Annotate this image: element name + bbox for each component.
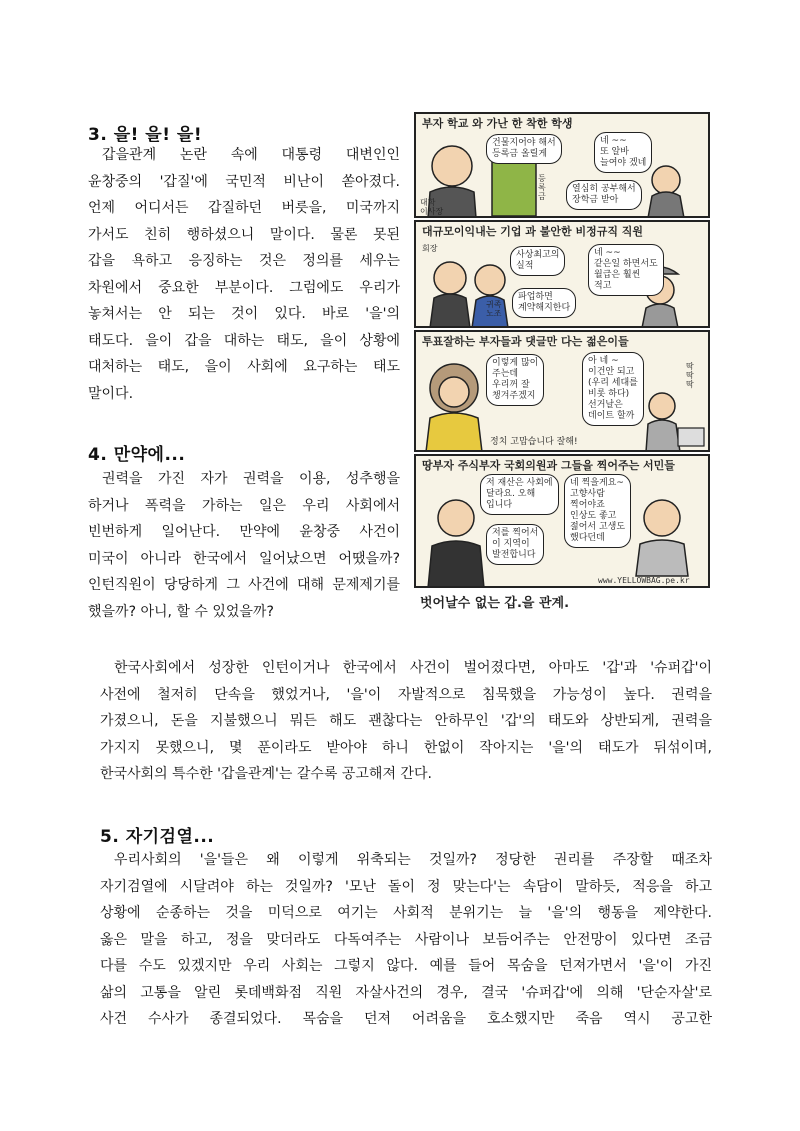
text-line: 권력을 가진 자가 권력을 이용, 성추행을: [102, 471, 400, 487]
panel-title: 부자 학교 와 가난 한 착한 학생: [422, 117, 573, 130]
text-line: 가지지 못했으니, 몇 푼이라도 받아야 하니 한없이 작아지는 '을'의 태도가 뒤섞이며,: [100, 739, 712, 756]
panel-4-art: [416, 456, 710, 588]
text-line: 태도다. 을이 갑을 대하는 태도, 을이 상황에: [88, 332, 400, 349]
text-line: 미국이 아니라 한국에서 일어났으면 어땠을까?: [88, 550, 400, 567]
text-line: 빈번하게 일어난다. 만약에 윤창중 사건이: [88, 524, 400, 540]
section-4-continued: [100, 655, 712, 788]
text-line: 대처하는 태도, 을이 사회에 요구하는 태도: [88, 359, 400, 375]
text-line: 한국사회의 특수한 '갑을관계'는 갈수록 공고해져 간다.: [100, 766, 432, 782]
section-4-heading: 4. 만약에...: [88, 445, 186, 465]
comic-bottom-caption: 벗어날수 없는 갑.을 관계.: [420, 596, 570, 611]
comic-panel-1: [414, 112, 710, 218]
figure-label: 회장: [422, 244, 438, 253]
text-line: 가졌으니, 돈을 지불했으니 뭐든 해도 괜찮다는 안하무인 '갑'의 태도와 상반되게, 권력을: [100, 713, 712, 729]
comic-strip: [414, 112, 710, 612]
text-line: 사전에 철저히 단속을 했었거나, '을'이 자발적으로 침묵했을 가능성이 높다. 권력을: [100, 686, 712, 703]
comic-panel-2: [414, 220, 710, 328]
section-3-heading: 3. 을! 을! 을!: [88, 125, 203, 145]
speech-bubble: 이렇게 많이 주는데 우리꺼 잘 챙겨주겠지: [486, 354, 544, 406]
figure-label: 대학 이사장: [420, 198, 444, 216]
text-line: 하거나 폭력을 가하는 일은 우리 사회에서: [88, 497, 400, 514]
site-credit: www.YELLOWBAG.pe.kr: [598, 576, 690, 585]
panel-title: 대규모이익내는 기업 과 불안한 비정규직 직원: [422, 225, 644, 238]
section-5-heading: 5. 자기검열...: [100, 827, 215, 847]
text-line: 우리사회의 '을'들은 왜 이렇게 위축되는 것일까? 정당한 권리를 주장할 때조차: [114, 852, 712, 868]
speech-bubble: 건물지어야 해서 등록금 올릴게: [486, 134, 562, 164]
text-line: 삶의 고통을 알린 롯데백화점 직원 자살사건의 경우, 결국 '슈퍼갑'에 의해 '단순자살'로: [100, 984, 712, 1001]
speech-bubble: 네 ~~ 같은일 하면서도 월급은 훨씬 적고: [588, 244, 664, 296]
text-line: 가서도 친히 행하셨으니 말이다. 물론 못된: [88, 226, 400, 243]
section-3-body: [88, 142, 400, 407]
text-line: 한국사회에서 성장한 인턴이거나 한국에서 사건이 벌어졌다면, 아마도 '갑'과 '슈퍼갑'이: [114, 660, 712, 676]
text-line: 옳은 말을 하고, 정을 맞더라도 다독여주는 사람이나 보듬어주는 안전망이 있다면 조금: [100, 931, 712, 948]
text-line: 갑을 욕하고 응징하는 것은 정의를 세우는: [88, 253, 400, 269]
text-line: 인턴직원이 당당하게 그 사건에 대해 문제제기를: [88, 577, 400, 593]
speech-bubble: 네 ~~ 또 알바 늘여야 겠네: [594, 132, 652, 173]
panel-caption: 정치 고맙습니다 잘해!: [490, 437, 578, 447]
figure-label: 귀족 노조: [486, 300, 502, 318]
speech-bubble: 네 찍을게요~ 고향사람 찍어야죠 인상도 좋고 젊어서 고생도 했다던데: [564, 474, 631, 548]
text-line: 상황에 순종하는 것을 미덕으로 여기는 사회적 분위기는 늘 '을'의 행동을 제약한다.: [100, 905, 712, 921]
text-line: 윤창중의 '갑질'에 국민적 비난이 쏟아졌다.: [88, 173, 400, 190]
text-line: 사건 수사가 종결되었다. 목숨을 던져 어려움을 호소했지만 죽음 역시 공고한: [100, 1011, 712, 1027]
text-line: 차원에서 중요한 부분이다. 그럼에도 우리가: [88, 279, 400, 296]
text-line: 언제 어디서든 갑질하던 버릇을, 미국까지: [88, 200, 400, 216]
figure-label: 등 록 금: [538, 174, 546, 201]
section-5-body: [100, 847, 712, 1033]
panel-title: 땅부자 주식부자 국회의원과 그들을 찍어주는 서민들: [422, 459, 675, 472]
panel-1-art: [416, 114, 710, 218]
text-line: 말이다.: [88, 385, 134, 402]
speech-bubble: 저를 찍어서 이 지역이 발전합니다: [486, 524, 544, 565]
speech-bubble: 열심히 공부해서 장학금 받아: [566, 180, 642, 210]
sound-effect: 딱 딱 딱: [686, 362, 694, 389]
comic-panel-4: [414, 454, 710, 588]
text-line: 다를 수도 있겠지만 우리 사회는 그렇지 않다. 예를 들어 목숨을 던져가면서 '을'이 가진: [100, 958, 712, 974]
speech-bubble: 아 네 ~ 이건안 되고 (우리 세대를 비롯 하다) 선거날은 데이트 할까: [582, 352, 644, 426]
text-line: 갑을관계 논란 속에 대통령 대변인인: [102, 147, 400, 163]
text-line: 자기검열에 시달려야 하는 것일까? '모난 돌이 정 맞는다'는 속담이 말하듯, 적응을 하고: [100, 878, 712, 895]
speech-bubble: 사상최고의 실적: [510, 246, 565, 276]
section-4-body: [88, 466, 400, 625]
comic-panel-3: [414, 330, 710, 452]
speech-bubble: 저 재산은 사회에 달라요. 오해 입니다: [480, 474, 559, 515]
speech-bubble: 파업하면 계약해지한다: [512, 288, 576, 318]
text-line: 놓쳐서는 안 되는 것이 있다. 바로 '을'의: [88, 306, 400, 322]
text-line: 했을까? 아니, 할 수 있었을까?: [88, 603, 274, 620]
panel-title: 투표잘하는 부자들과 댓글만 다는 젊은이들: [422, 335, 629, 348]
